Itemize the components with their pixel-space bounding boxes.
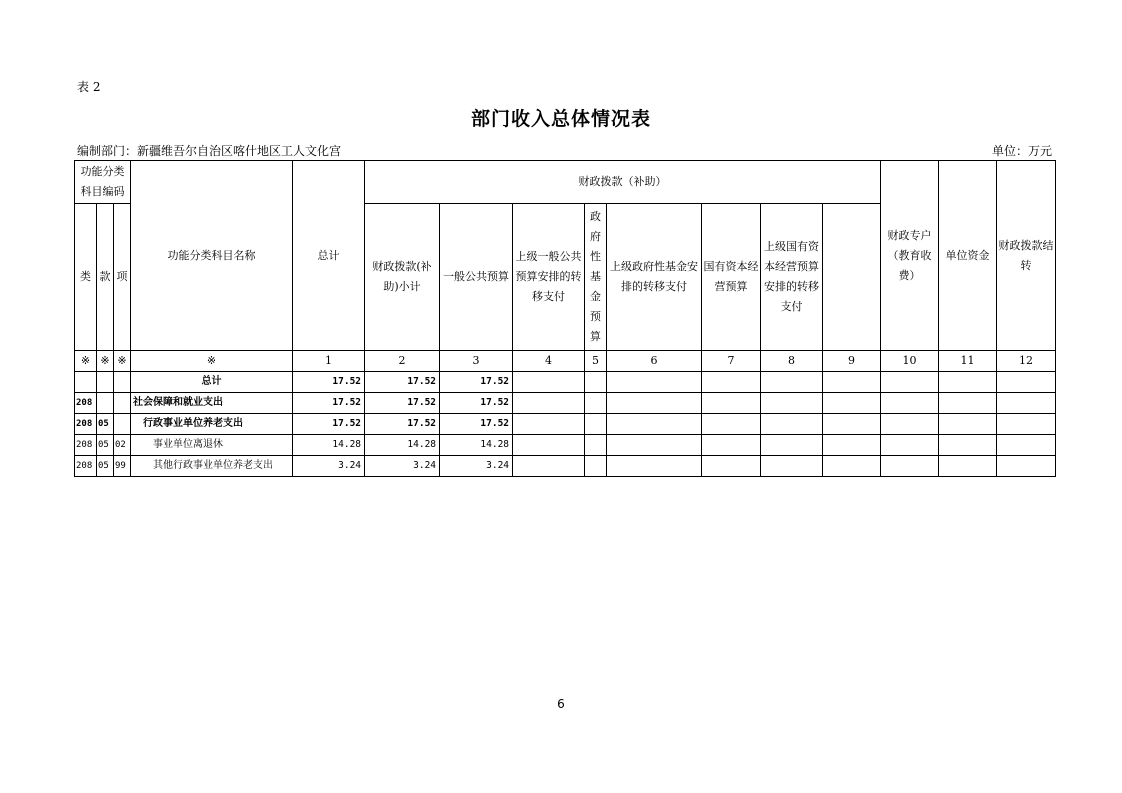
cell-total: 17.52 <box>293 372 365 393</box>
cell-lei: 208 <box>75 393 97 414</box>
cell-empty <box>607 372 702 393</box>
cell-total: 17.52 <box>293 414 365 435</box>
cell-kuan <box>97 372 114 393</box>
header-upper-general: 上级一般公共预算安排的转移支付 <box>513 204 585 351</box>
column-index-cell: 5 <box>585 351 607 372</box>
cell-func-name: 总计 <box>131 372 293 393</box>
cell-empty <box>513 414 585 435</box>
column-index-cell: 9 <box>823 351 881 372</box>
cell-empty <box>761 393 823 414</box>
header-fiscal-subtotal: 财政拨款(补助)小计 <box>365 204 440 351</box>
header-fiscal-group: 财政拨款（补助） <box>365 161 881 204</box>
cell-func-name: 事业单位离退休 <box>131 435 293 456</box>
cell-lei <box>75 372 97 393</box>
cell-general-budget: 17.52 <box>440 393 513 414</box>
cell-empty <box>881 393 939 414</box>
cell-xiang <box>114 414 131 435</box>
cell-lei: 208 <box>75 414 97 435</box>
column-index-cell: 8 <box>761 351 823 372</box>
table-label: 表 2 <box>77 80 101 94</box>
unit-label: 单位：万元 <box>991 144 1052 158</box>
column-index-cell: ※ <box>97 351 114 372</box>
cell-empty <box>513 435 585 456</box>
cell-empty <box>513 372 585 393</box>
cell-empty <box>823 393 881 414</box>
column-index-cell: 3 <box>440 351 513 372</box>
cell-lei: 208 <box>75 435 97 456</box>
cell-empty <box>823 414 881 435</box>
cell-empty <box>997 456 1056 477</box>
cell-xiang <box>114 372 131 393</box>
cell-xiang: 99 <box>114 456 131 477</box>
cell-kuan <box>97 393 114 414</box>
cell-empty <box>939 414 997 435</box>
header-func-name: 功能分类科目名称 <box>131 161 293 351</box>
cell-empty <box>881 414 939 435</box>
header-special-edu: 财政专户（教育收费） <box>881 161 939 351</box>
cell-fiscal-subtotal: 17.52 <box>365 414 440 435</box>
cell-total: 3.24 <box>293 456 365 477</box>
cell-empty <box>823 456 881 477</box>
cell-empty <box>513 456 585 477</box>
income-summary-table <box>74 160 1056 477</box>
header-total: 总计 <box>293 161 365 351</box>
column-index-cell: ※ <box>114 351 131 372</box>
page-number: 6 <box>557 697 565 711</box>
cell-empty <box>939 435 997 456</box>
column-index-cell: 6 <box>607 351 702 372</box>
column-index-cell: 10 <box>881 351 939 372</box>
header-state-capital: 国有资本经营预算 <box>702 204 761 351</box>
header-xiang: 项 <box>114 204 131 351</box>
cell-empty <box>585 414 607 435</box>
cell-empty <box>513 393 585 414</box>
column-index-cell: ※ <box>131 351 293 372</box>
cell-empty <box>939 393 997 414</box>
cell-fiscal-subtotal: 17.52 <box>365 372 440 393</box>
cell-empty <box>607 414 702 435</box>
cell-lei: 208 <box>75 456 97 477</box>
cell-func-name: 社会保障和就业支出 <box>131 393 293 414</box>
cell-empty <box>761 414 823 435</box>
cell-xiang <box>114 393 131 414</box>
header-upper-capital: 上级国有资本经营预算安排的转移支付 <box>761 204 823 351</box>
cell-empty <box>881 435 939 456</box>
cell-empty <box>607 435 702 456</box>
column-index-cell: 4 <box>513 351 585 372</box>
cell-empty <box>997 393 1056 414</box>
cell-empty <box>585 393 607 414</box>
column-index-cell: 7 <box>702 351 761 372</box>
cell-fiscal-subtotal: 3.24 <box>365 456 440 477</box>
header-upper-fund: 上级政府性基金安排的转移支付 <box>607 204 702 351</box>
cell-kuan: 05 <box>97 435 114 456</box>
table-row <box>75 456 1056 477</box>
column-index-cell: 2 <box>365 351 440 372</box>
cell-kuan: 05 <box>97 414 114 435</box>
cell-kuan: 05 <box>97 456 114 477</box>
cell-empty <box>997 372 1056 393</box>
cell-empty <box>881 456 939 477</box>
table-row <box>75 372 1056 393</box>
cell-empty <box>607 393 702 414</box>
cell-xiang: 02 <box>114 435 131 456</box>
cell-empty <box>761 372 823 393</box>
header-func-code: 功能分类科目编码 <box>75 161 131 204</box>
cell-empty <box>585 435 607 456</box>
cell-empty <box>939 456 997 477</box>
cell-empty <box>761 435 823 456</box>
cell-empty <box>702 456 761 477</box>
cell-empty <box>823 372 881 393</box>
column-index-row <box>75 351 1056 372</box>
cell-general-budget: 17.52 <box>440 372 513 393</box>
table-row <box>75 414 1056 435</box>
cell-empty <box>585 372 607 393</box>
table-row <box>75 393 1056 414</box>
cell-empty <box>607 456 702 477</box>
cell-empty <box>702 435 761 456</box>
cell-empty <box>881 372 939 393</box>
cell-general-budget: 17.52 <box>440 414 513 435</box>
header-lei: 类 <box>75 204 97 351</box>
column-index-cell: ※ <box>75 351 97 372</box>
header-kuan: 款 <box>97 204 114 351</box>
header-gov-fund: 政府性基金预算 <box>585 204 607 351</box>
column-index-cell: 12 <box>997 351 1056 372</box>
cell-total: 17.52 <box>293 393 365 414</box>
header-carryover: 财政拨款结转 <box>997 161 1056 351</box>
header-general-budget: 一般公共预算 <box>440 204 513 351</box>
cell-empty <box>702 393 761 414</box>
cell-empty <box>823 435 881 456</box>
cell-empty <box>997 435 1056 456</box>
cell-empty <box>702 414 761 435</box>
column-index-cell: 1 <box>293 351 365 372</box>
cell-func-name: 行政事业单位养老支出 <box>131 414 293 435</box>
cell-empty <box>997 414 1056 435</box>
column-index-cell: 11 <box>939 351 997 372</box>
cell-general-budget: 3.24 <box>440 456 513 477</box>
cell-empty <box>761 456 823 477</box>
cell-total: 14.28 <box>293 435 365 456</box>
cell-empty <box>939 372 997 393</box>
cell-empty <box>585 456 607 477</box>
cell-general-budget: 14.28 <box>440 435 513 456</box>
compiling-department: 编制部门：新疆维吾尔自治区喀什地区工人文化宫 <box>77 144 342 158</box>
cell-fiscal-subtotal: 17.52 <box>365 393 440 414</box>
header-unit-funds: 单位资金 <box>939 161 997 351</box>
cell-func-name: 其他行政事业单位养老支出 <box>131 456 293 477</box>
cell-empty <box>702 372 761 393</box>
page-title: 部门收入总体情况表 <box>470 108 651 130</box>
cell-fiscal-subtotal: 14.28 <box>365 435 440 456</box>
table-row <box>75 435 1056 456</box>
